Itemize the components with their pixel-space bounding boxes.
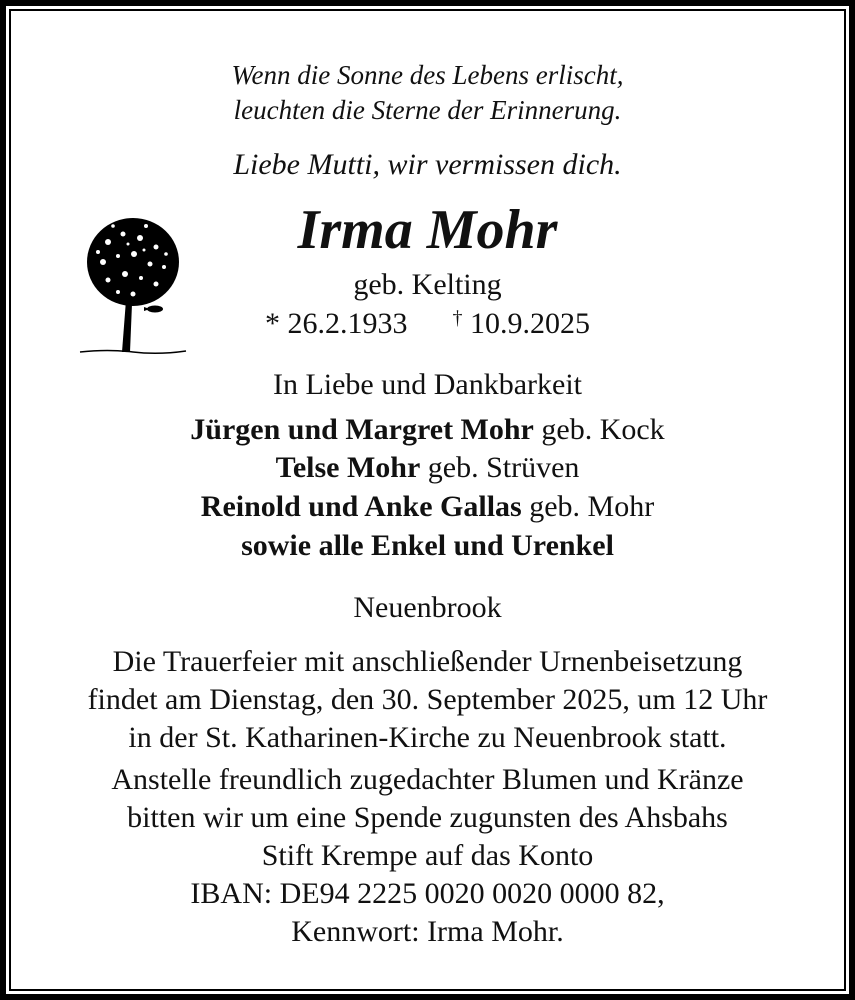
ceremony-line-1: Die Trauerfeier mit anschließender Urnenbeisetzung [112,645,743,678]
donation-iban: IBAN: DE94 2225 0020 0020 0000 82, [190,877,665,910]
mourner-maiden: geb. Kock [533,413,665,446]
mourner-names: Jürgen und Margret Mohr [190,413,534,446]
motto-line-2: leuchten die Sterne der Erinnerung. [233,95,622,125]
birth-date: 26.2.1933 [287,307,408,340]
donation-line-1: Anstelle freundlich zugedachter Blumen und Kränze [111,763,744,796]
mourner-maiden: geb. Mohr [521,490,655,523]
deceased-name: Irma Mohr [297,199,558,261]
mourner-line-3 [0,490,855,524]
mourner-line-4 [0,529,855,563]
place: Neuenbrook [353,591,502,624]
mourner-names: Telse Mohr [275,451,421,484]
life-dates [0,307,855,341]
death-symbol: † [452,307,463,329]
motto-line-1: Wenn die Sonne des Lebens erlischt, [231,60,624,90]
mourner-line-1 [0,413,855,447]
ceremony-line-3: in der St. Katharinen-Kirche zu Neuenbrook statt. [128,721,727,754]
mourner-names: Reinold und Anke Gallas [200,490,522,523]
mourner-line-2 [0,451,855,485]
death-date: 10.9.2025 [470,307,590,340]
ceremony-line-2: findet am Dienstag, den 30. September 2025, um 12 Uhr [87,683,768,716]
donation-line-2: bitten wir um eine Spende zugunsten des Ahsbahs [127,801,728,834]
donation-line-3: Stift Krempe auf das Konto [261,839,594,872]
birth-symbol: * [265,307,280,340]
dedication: Liebe Mutti, wir vermissen dich. [233,148,622,181]
mourners-intro: In Liebe und Dankbarkeit [272,368,583,401]
maiden-name: geb. Kelting [353,268,502,301]
mourner-maiden: geb. Strüven [420,451,580,484]
donation-keyword: Kennwort: Irma Mohr. [291,915,564,948]
mourner-names: sowie alle Enkel und Urenkel [241,529,614,562]
